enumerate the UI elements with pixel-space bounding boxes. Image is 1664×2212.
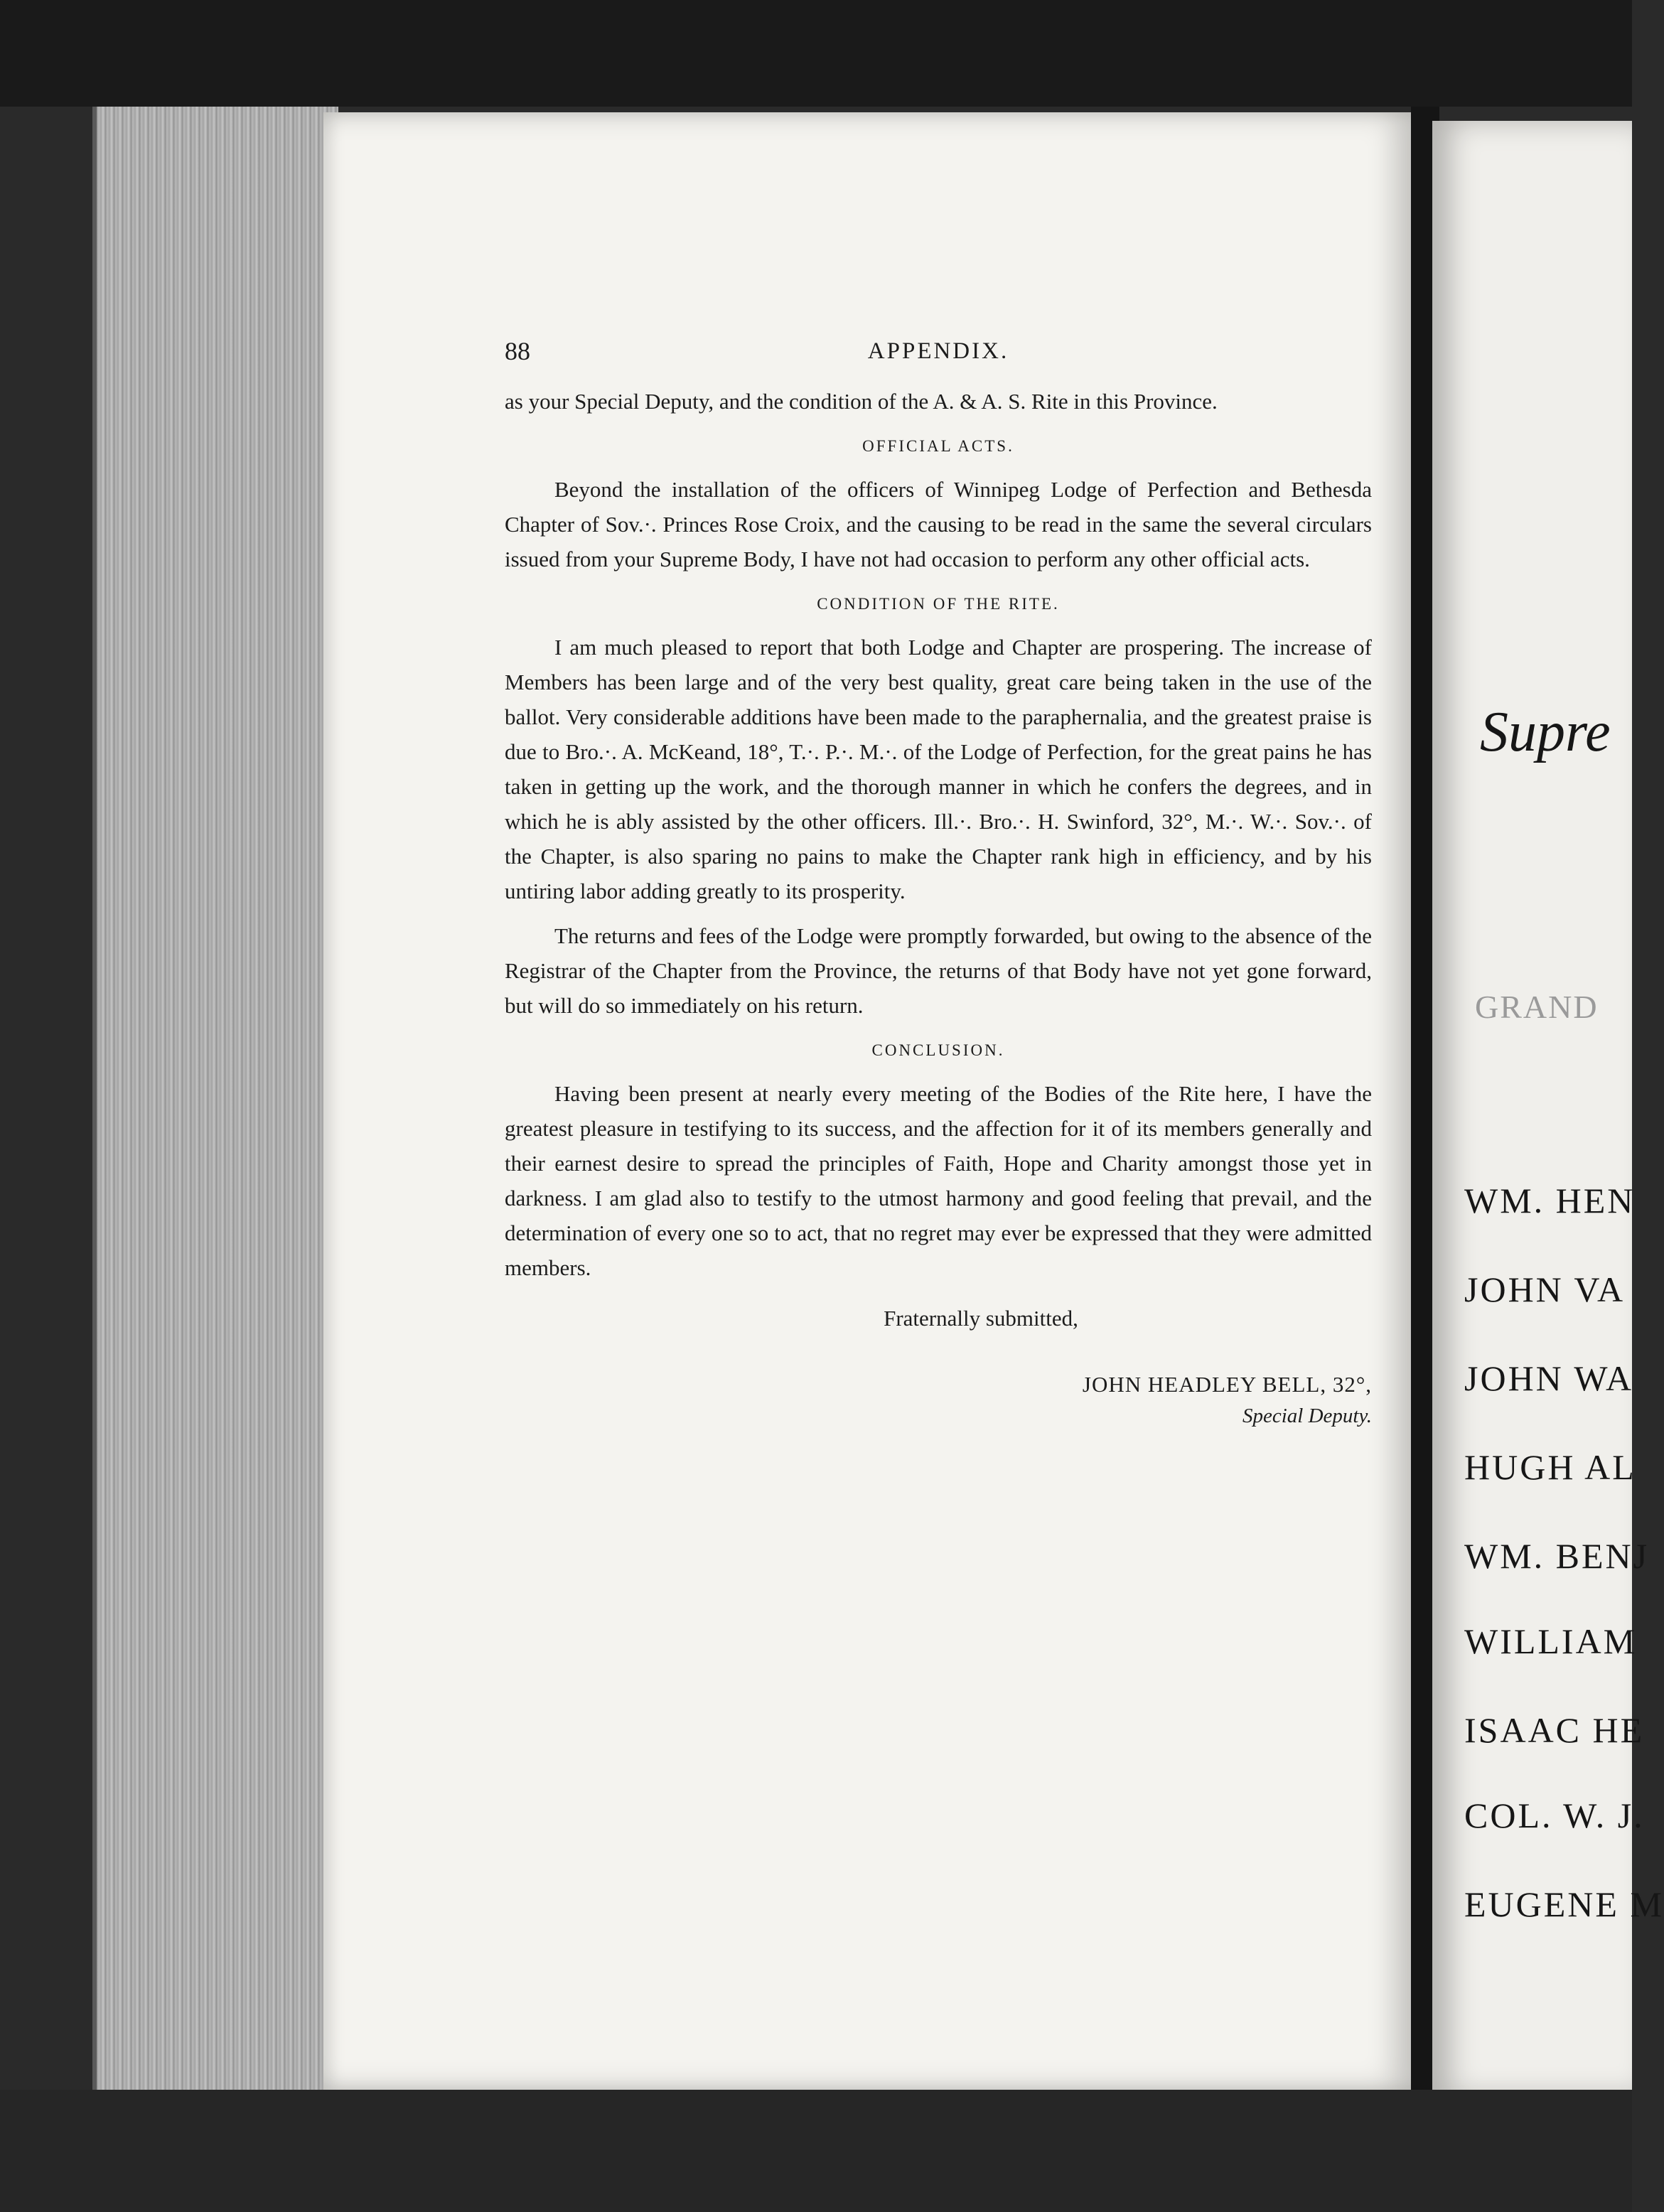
paragraph-condition-2: The returns and fees of the Lodge were promptly forwarded, but owing to the absence of the Registrar of the Chapter from the Province, the returns of that Body have not yet gone forward, but will do so immediately on his return.	[505, 923, 1372, 1018]
right-page-subheading: GRAND	[1475, 989, 1599, 1025]
paragraph-conclusion: Having been present at nearly every meeting of the Bodies of the Rite here, I have the greatest pleasure in testifying to its success, and the affection for it of its members generally and their earnest desire to spread the principles of Faith, Hope and Charity amongst those yet in darkness. I am glad also to testify to the utmost harmony and good feeling that prevail, and the determination of every one so to act, that no regret may ever be expressed that they were admitted members.	[505, 1081, 1372, 1280]
signature-title: Special Deputy.	[1242, 1405, 1372, 1427]
left-page-text	[505, 334, 1372, 1434]
page-number: 88	[505, 337, 530, 365]
right-page-name: EUGENE M	[1464, 1884, 1664, 1924]
running-title: APPENDIX.	[867, 338, 1009, 364]
right-page-name: WILLIAM	[1464, 1621, 1638, 1661]
signature-name: JOHN HEADLEY BELL, 32°,	[1082, 1372, 1372, 1397]
page-header	[505, 334, 1372, 384]
right-page-name: WM. HEN	[1464, 1181, 1636, 1220]
scan-background-top	[0, 0, 1632, 107]
paragraph-condition-1: I am much pleased to report that both Lodge and Chapter are prospering. The increase of Members has been large and of the very best quality, great care being taken in the use of the ballot. Very considerable additions have been made to the paraphernalia, and the greatest praise is due to Bro.·. A. McKeand, 18°, T.·. P.·. M.·. of the Lodge of Perfection, for the great pains he has taken in getting up the work, and the thorough manner in which he confers the degrees, and in which he is ably assisted by the other officers. Ill.·. Bro.·. H. Swinford, 32°, M.·. W.·. Sov.·. of the Chapter, is also sparing no pains to make the Chapter rank high in efficiency, and by his untiring labor adding greatly to its prosperity.	[505, 635, 1372, 903]
opening-line: as your Special Deputy, and the condition of the A. & A. S. Rite in this Province.	[505, 389, 1218, 414]
right-page-heading: Supre	[1480, 701, 1611, 763]
right-page-name: JOHN VA	[1464, 1269, 1626, 1309]
closing-line: Fraternally submitted,	[884, 1306, 1078, 1331]
right-page-name: ISAAC HE	[1464, 1710, 1645, 1750]
section-heading-condition: CONDITION OF THE RITE.	[817, 595, 1060, 613]
right-page-name: HUGH AL	[1464, 1447, 1636, 1487]
right-page-name: WM. BENJ	[1464, 1536, 1650, 1576]
scan-background-bottom	[0, 2090, 1632, 2212]
paragraph-official-acts: Beyond the installation of the officers of Winnipeg Lodge of Perfection and Bethesda Chapter of Sov.·. Princes Rose Croix, and the causing to be read in the same the several circulars issued from your Supreme Body, I have not had occasion to perform any other official acts.	[505, 477, 1372, 571]
right-page-name: JOHN WA	[1464, 1358, 1634, 1398]
section-heading-conclusion: CONCLUSION.	[871, 1041, 1005, 1059]
book-page-edges	[92, 107, 338, 2090]
section-heading-official-acts: OFFICIAL ACTS.	[862, 437, 1014, 455]
right-page-name: COL. W. J.	[1464, 1795, 1645, 1835]
